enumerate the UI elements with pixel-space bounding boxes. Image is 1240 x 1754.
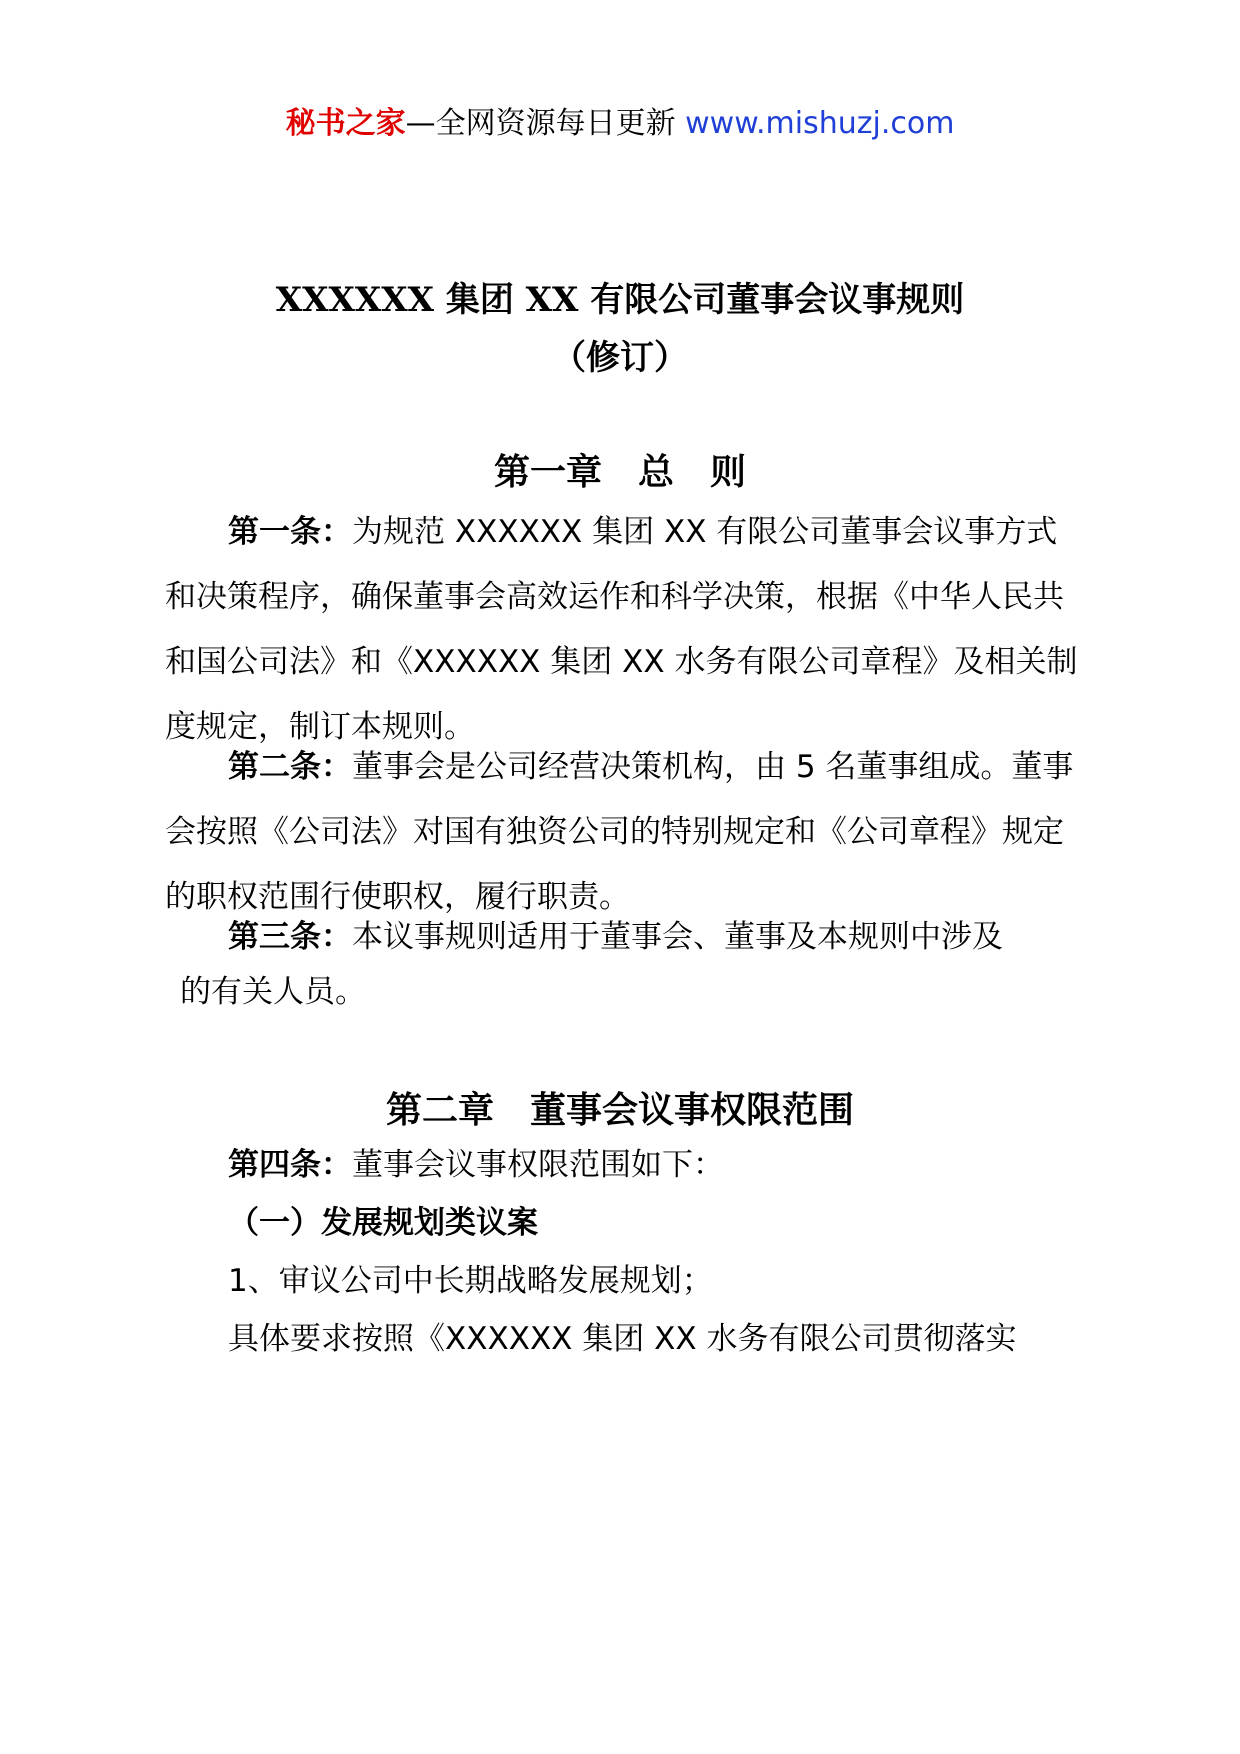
article-4 bbox=[228, 1143, 724, 1187]
document-subtitle: （修订） bbox=[552, 338, 688, 378]
item-1: 1、审议公司中长期战略发展规划； bbox=[228, 1263, 713, 1299]
site-url-link[interactable]: www.mishuzj.com bbox=[685, 106, 955, 141]
article-3 bbox=[165, 905, 1085, 970]
chapter-1-heading: 第一章 总 则 bbox=[493, 452, 746, 493]
article-1-text: 为规范 XXXXXX 集团 XX 有限公司董事会议事方式和决策程序，确保董事会高效运作和科学决策，根据《中华人民共和国公司法》和《XXXXXX 集团 XX 水务有限公司章程》及相关制度规定，制订本规则。 bbox=[165, 514, 1078, 745]
article-4-text: 董事会议事权限范围如下： bbox=[352, 1147, 724, 1183]
article-3-continuation: 的有关人员。 bbox=[180, 974, 366, 1010]
header-tagline: —全网资源每日更新 bbox=[405, 106, 686, 141]
article-3-label: 第三条： bbox=[228, 919, 352, 955]
brand-name: 秘书之家 bbox=[285, 106, 406, 141]
article-2 bbox=[165, 735, 1085, 930]
section-1-heading: （一）发展规划类议案 bbox=[228, 1205, 538, 1241]
article-1 bbox=[165, 500, 1085, 760]
article-1-label: 第一条： bbox=[228, 514, 352, 550]
article-2-label: 第二条： bbox=[228, 749, 352, 785]
article-4-label: 第四条： bbox=[228, 1147, 352, 1183]
requirement-line: 具体要求按照《XXXXXX 集团 XX 水务有限公司贯彻落实 bbox=[228, 1321, 1017, 1357]
header-banner bbox=[0, 102, 1240, 146]
article-3-text: 本议事规则适用于董事会、董事及本规则中涉及 bbox=[352, 919, 1003, 955]
chapter-2-heading: 第二章 董事会议事权限范围 bbox=[385, 1090, 854, 1131]
document-title: XXXXXX 集团 XX 有限公司董事会议事规则 bbox=[275, 280, 965, 320]
article-2-text: 董事会是公司经营决策机构，由 5 名董事组成。董事会按照《公司法》对国有独资公司的特别规定和《公司章程》规定的职权范围行使职权，履行职责。 bbox=[165, 749, 1074, 915]
